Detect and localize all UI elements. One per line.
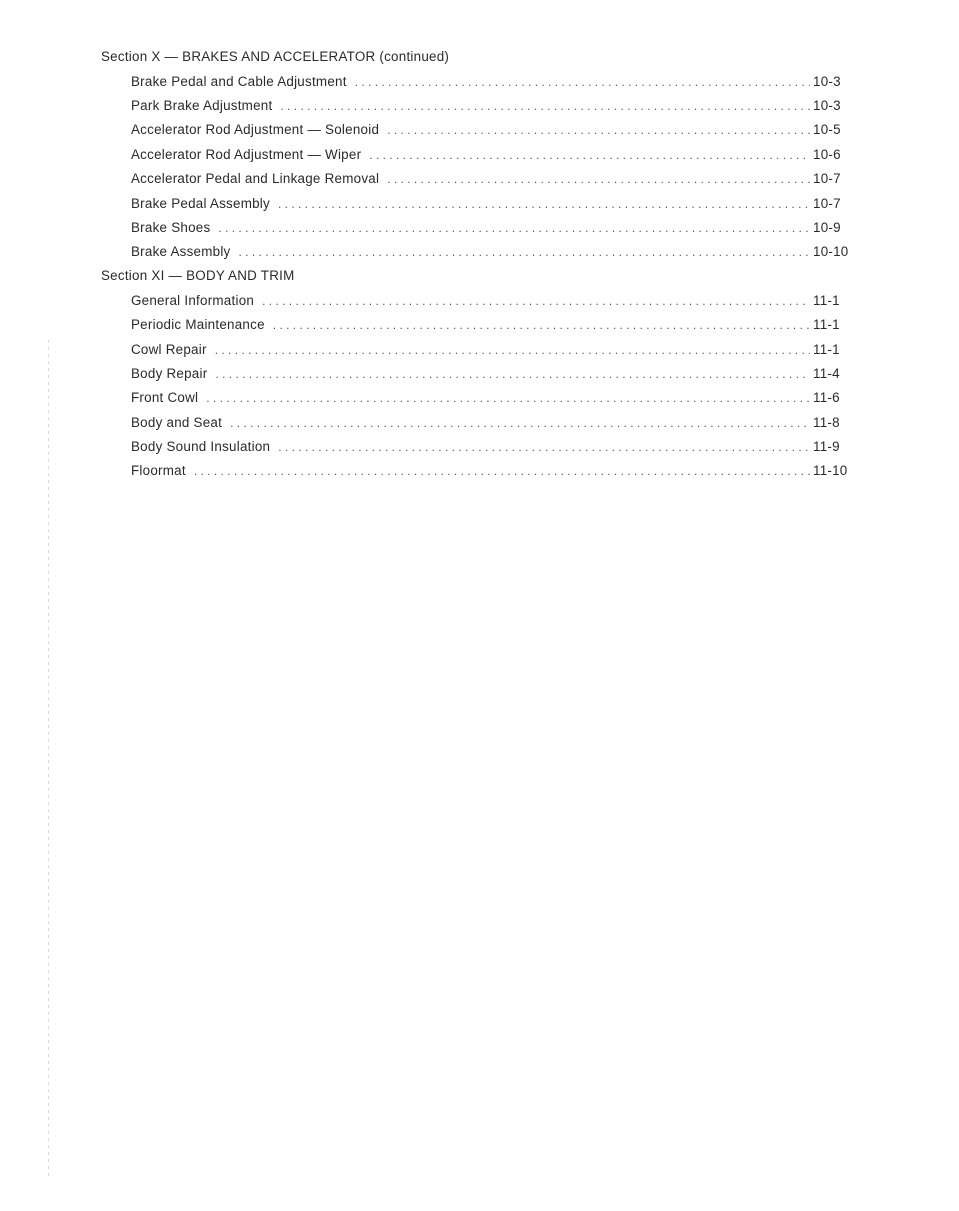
toc-entry-title: Body Sound Insulation [131,439,271,454]
page-edge-shadow [48,340,49,1180]
dot-leader [230,415,810,431]
toc-entry-title: Accelerator Rod Adjustment — Wiper [131,147,362,162]
toc-entry-page: 11-10 [813,463,848,478]
toc-entry[interactable] [131,317,853,333]
toc-entry-title: Accelerator Pedal and Linkage Removal [131,171,380,186]
toc-entry[interactable] [131,366,853,382]
toc-entry-page: 11-1 [813,342,840,357]
toc-entry[interactable] [131,415,853,431]
toc-entry[interactable] [131,74,853,90]
toc-entry-title: Floormat [131,463,186,478]
dot-leader [218,220,810,236]
toc-entry[interactable] [131,98,853,114]
dot-leader [278,196,810,212]
toc-entry-title: Body and Seat [131,415,223,430]
toc-entry-page: 10-7 [813,171,841,186]
toc-entry[interactable] [131,171,853,187]
toc-entry-title: Body Repair [131,366,208,381]
toc-entry[interactable] [131,196,853,212]
dot-leader [280,98,810,114]
dot-leader [215,342,810,358]
toc-entry-page: 11-6 [813,390,840,405]
toc-entry[interactable] [131,439,853,455]
dot-leader [387,122,810,138]
toc-entry-page: 10-3 [813,98,841,113]
toc-entry-page: 10-5 [813,122,841,137]
dot-leader [273,317,810,333]
dot-leader [387,171,810,187]
toc-entry-page: 10-10 [813,244,849,259]
toc-entry[interactable] [131,293,853,309]
toc-entry[interactable] [131,122,853,138]
toc-entry-page: 10-6 [813,147,841,162]
section-heading: Section X — BRAKES AND ACCELERATOR (continued) [101,49,450,64]
toc-entry-page: 11-4 [813,366,840,381]
dot-leader [206,390,810,406]
toc-entry-page: 10-7 [813,196,841,211]
dot-leader [194,463,810,479]
toc-entry-page: 11-9 [813,439,840,454]
toc-entry-title: Brake Pedal and Cable Adjustment [131,74,347,89]
toc-entry[interactable] [131,390,853,406]
toc-entry-title: Brake Pedal Assembly [131,196,270,211]
toc-entry-title: Brake Shoes [131,220,211,235]
toc-entry-title: General Information [131,293,255,308]
toc-entry-page: 11-8 [813,415,840,430]
toc-entry[interactable] [131,244,853,260]
toc-entry[interactable] [131,147,853,163]
dot-leader [278,439,810,455]
toc-entry-page: 11-1 [813,293,840,308]
dot-leader [369,147,810,163]
toc-entry-title: Park Brake Adjustment [131,98,273,113]
toc-entry-title: Cowl Repair [131,342,207,357]
toc-entry-title: Front Cowl [131,390,199,405]
toc-entry[interactable] [131,220,853,236]
toc-entry-page: 10-9 [813,220,841,235]
toc-entry[interactable] [131,342,853,358]
toc-entry-title: Brake Assembly [131,244,231,259]
toc-entry-page: 11-1 [813,317,840,332]
section-heading: Section XI — BODY AND TRIM [101,268,295,283]
toc-entry-title: Periodic Maintenance [131,317,265,332]
dot-leader [239,244,810,260]
dot-leader [355,74,810,90]
dot-leader [262,293,810,309]
toc-entry-title: Accelerator Rod Adjustment — Solenoid [131,122,380,137]
dot-leader [215,366,810,382]
toc-entry[interactable] [131,463,853,479]
toc-entry-page: 10-3 [813,74,841,89]
